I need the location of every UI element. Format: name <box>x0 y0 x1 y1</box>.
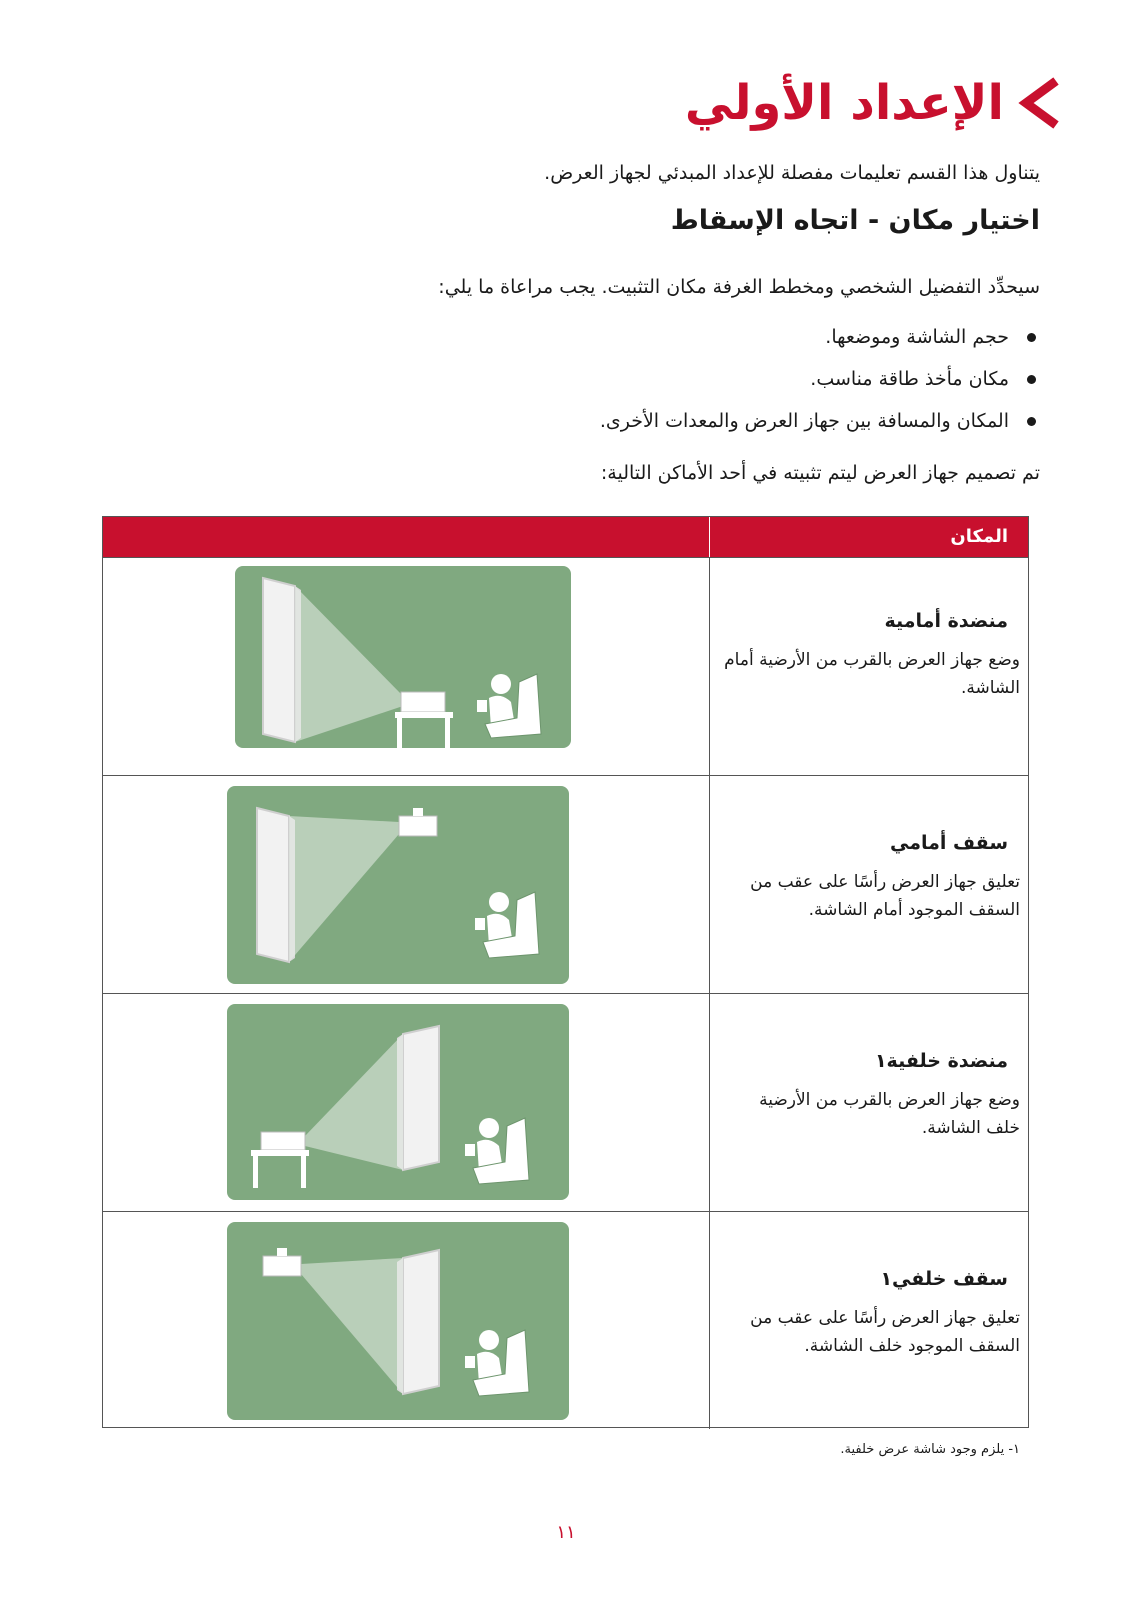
row-title: منضدة خلفية١ <box>874 1050 1008 1072</box>
bullet-icon <box>1027 333 1036 342</box>
footnote: ١- يلزم وجود شاشة عرض خلفية. <box>840 1442 1020 1457</box>
rear-table-projection-illustration <box>227 1004 569 1200</box>
table-header <box>103 517 1028 557</box>
consider-paragraph: سيحدِّد التفضيل الشخصي ومخطط الغرفة مكان التثبيت. يجب مراعاة ما يلي: <box>438 276 1040 298</box>
row-description: وضع جهاز العرض بالقرب من الأرضية خلف الشاشة. <box>759 1090 1020 1138</box>
section-heading: اختيار مكان - اتجاه الإسقاط <box>670 205 1040 236</box>
rear-ceiling-projection-illustration <box>227 1222 569 1420</box>
list-item: المكان والمسافة بين جهاز العرض والمعدات الأخرى. <box>80 400 1040 442</box>
table-row <box>103 775 1028 993</box>
row-title: سقف أمامي <box>890 832 1008 854</box>
table-row <box>103 993 1028 1211</box>
page-number: ١١ <box>556 1522 576 1543</box>
locations-table <box>102 516 1029 1428</box>
header-location-label: المكان <box>950 526 1008 547</box>
page-title-text: الإعداد الأولي <box>684 75 1004 131</box>
list-item: حجم الشاشة وموضعها. <box>80 316 1040 358</box>
list-item: مكان مأخذ طاقة مناسب. <box>80 358 1040 400</box>
row-description: تعليق جهاز العرض رأسًا على عقب من السقف الموجود أمام الشاشة. <box>750 872 1020 920</box>
row-title: سقف خلفي١ <box>880 1268 1008 1290</box>
row-description: وضع جهاز العرض بالقرب من الأرضية أمام الشاشة. <box>724 650 1020 698</box>
intro-paragraph: يتناول هذا القسم تعليمات مفصلة للإعداد المبدئي لجهاز العرض. <box>544 162 1040 184</box>
row-description: تعليق جهاز العرض رأسًا على عقب من السقف الموجود خلف الشاشة. <box>750 1308 1020 1356</box>
bullet-icon <box>1027 417 1036 426</box>
front-ceiling-projection-illustration <box>227 786 569 984</box>
considerations-list <box>80 316 1040 442</box>
table-row <box>103 557 1028 775</box>
table-row <box>103 1211 1028 1429</box>
bullet-icon <box>1027 375 1036 384</box>
locations-intro: تم تصميم جهاز العرض ليتم تثبيته في أحد الأماكن التالية: <box>600 462 1040 484</box>
front-table-projection-illustration <box>235 566 571 748</box>
chevron-left-icon <box>1018 75 1062 131</box>
page-title <box>82 68 1062 138</box>
row-title: منضدة أمامية <box>884 610 1008 632</box>
